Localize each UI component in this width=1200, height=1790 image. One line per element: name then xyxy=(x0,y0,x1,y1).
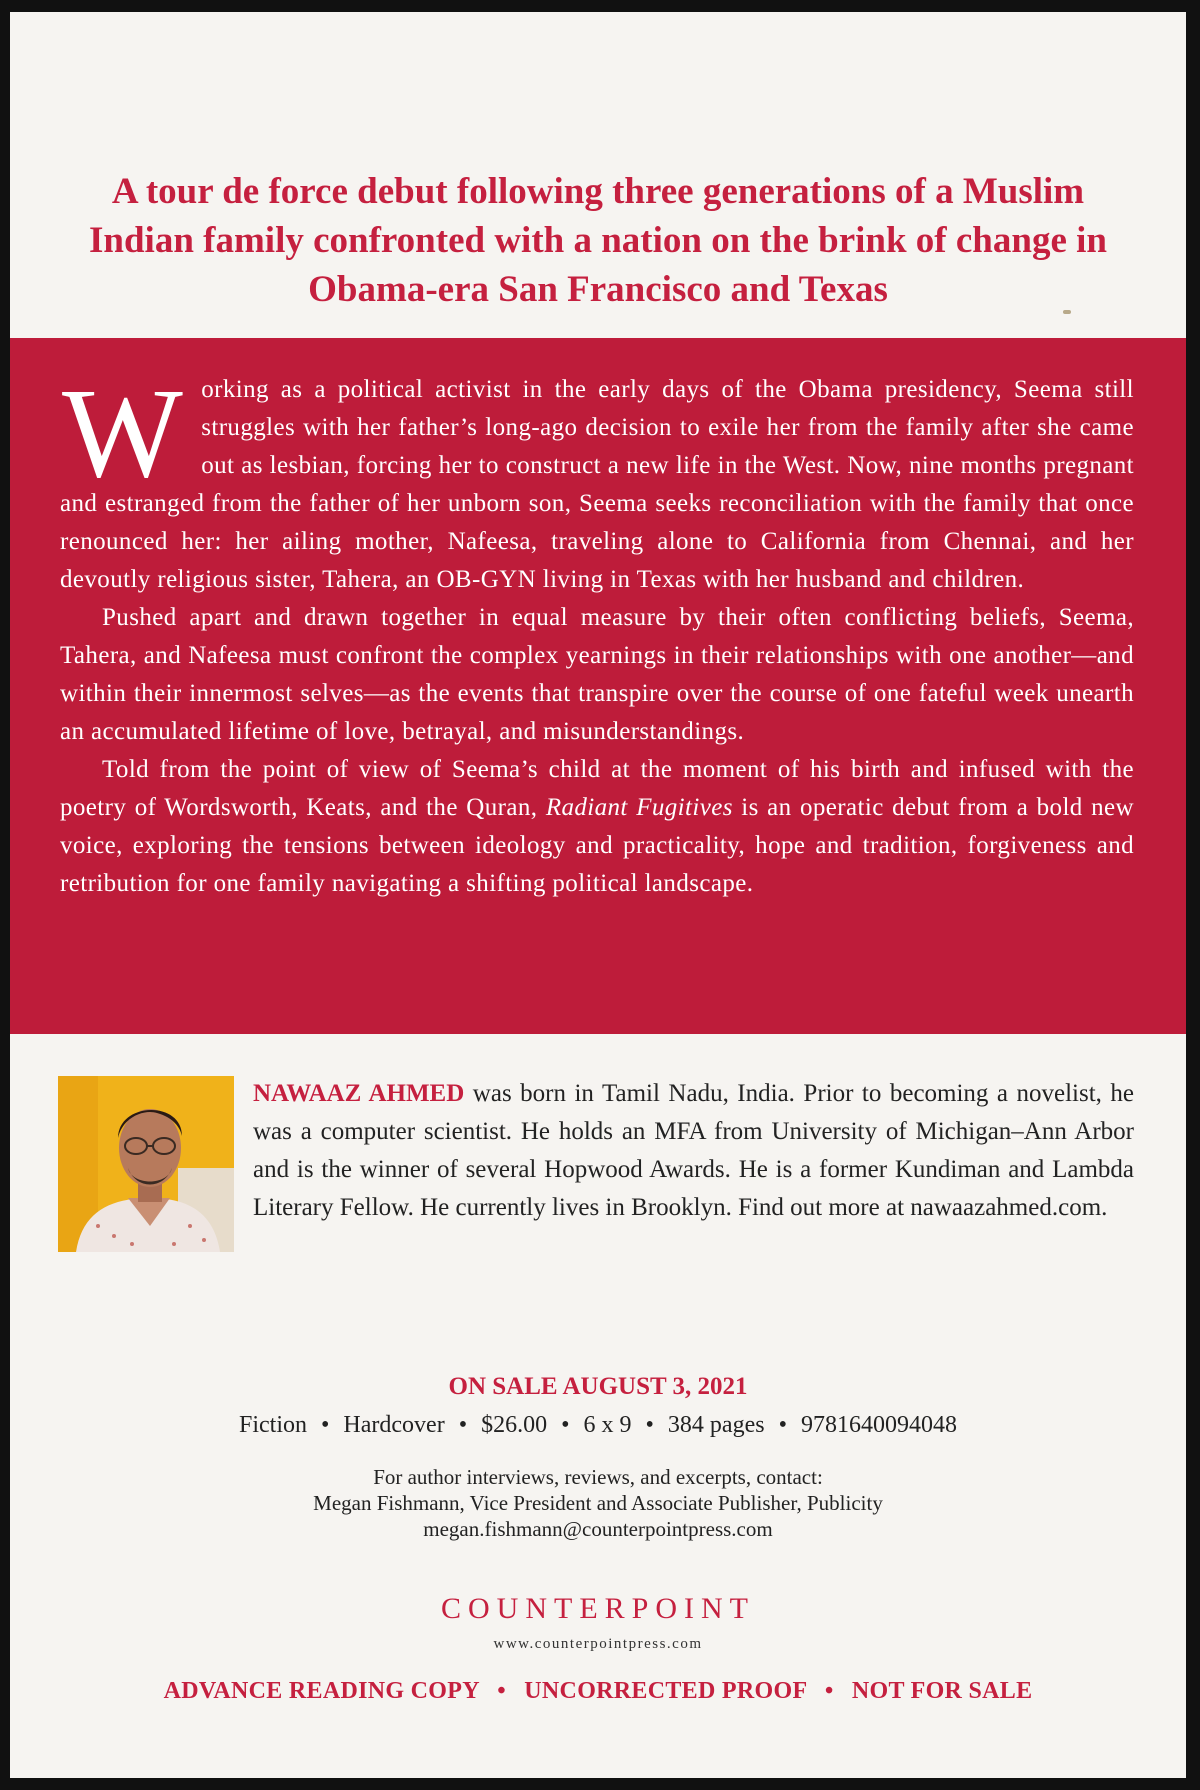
synopsis xyxy=(60,362,1134,903)
notice-advance-copy: ADVANCE READING COPY xyxy=(163,1678,479,1704)
book-specs xyxy=(10,1412,1186,1439)
spec-separator: • xyxy=(561,1412,570,1438)
proof-notice xyxy=(10,1678,1186,1705)
author-bio-text: was born in Tamil Nadu, India. Prior to becoming a novelist, he was a computer scientist. He holds an MFA from University of Michigan–Ann Arbor and is the winner of several Hopwood Awards. He is a former Kundiman and Lambda Literary Fellow. He currently lives in Brooklyn. Find out more at nawaazahmed.com. xyxy=(253,1080,1135,1221)
author-name: NAWAAZ AHMED xyxy=(253,1080,465,1107)
spec-page-count: 384 pages xyxy=(667,1412,765,1438)
synopsis-paragraph-2: Pushed apart and drawn together in equal measure by their often conflicting beliefs, Seema, Tahera, and Nafeesa must confront the complex yearnings in their relationships with one another—and within their innermost selves—as the events that transpire over the course of one fateful week unearth an accumulated lifetime of love, betrayal, and misunderstandings. xyxy=(60,604,1134,745)
on-sale-date: ON SALE AUGUST 3, 2021 xyxy=(448,1373,748,1400)
author-portrait-icon xyxy=(58,1076,234,1252)
book-title: Radiant Fugitives xyxy=(545,794,733,821)
spec-format: Hardcover xyxy=(343,1412,445,1438)
synopsis-band xyxy=(10,338,1186,1034)
publisher-logo: COUNTERPOINT xyxy=(441,1592,755,1625)
author-bio xyxy=(253,1075,1134,1227)
spec-separator: • xyxy=(458,1412,468,1438)
notice-separator: • xyxy=(497,1678,506,1704)
synopsis-paragraph-3 xyxy=(60,751,1134,903)
notice-not-for-sale: NOT FOR SALE xyxy=(851,1678,1033,1704)
synopsis-paragraph-1-text: orking as a political activist in the early days of the Obama presidency, Seema still struggles with her father’s long-ago decision to exile her from the family after she came out as lesbian, forcing her to construct a new life in the West. Now, nine months pregnant and estranged from the father of her unborn son, Seema seeks reconciliation with the family that once renounced her: her ailing mother, Nafeesa, traveling alone to California from Chennai, and her devoutly religious sister, Tahera, an OB-GYN living in Texas with her husband and children. xyxy=(60,376,1134,593)
publisher-website: www.counterpointpress.com xyxy=(493,1636,703,1652)
book-back-cover xyxy=(10,12,1186,1778)
contact-person: Megan Fishmann, Vice President and Associate Publisher, Publicity xyxy=(313,1491,883,1515)
drop-cap: W xyxy=(62,362,184,504)
publicity-contact xyxy=(10,1464,1186,1542)
headline: A tour de force debut following three generations of a Muslim Indian family confronted with a nation on the brink of change in Obama-era San Francisco and Texas xyxy=(88,171,1107,310)
spec-price: $26.00 xyxy=(481,1412,548,1438)
notice-separator: • xyxy=(824,1678,834,1704)
spec-isbn: 9781640094048 xyxy=(800,1412,957,1438)
contact-intro: For author interviews, reviews, and excerpts, contact: xyxy=(373,1465,823,1489)
paper-speck xyxy=(1063,310,1071,314)
synopsis-paragraph-3-tail: is an operatic debut from a bold new voice, exploring the tensions between ideology and practicality, hope and tradition, forgiveness and retribution for one family navigating a shifting political landscape. xyxy=(60,794,1134,897)
spec-separator: • xyxy=(645,1412,654,1438)
synopsis-paragraph-3-lead: Told from the point of view of Seema’s child at the moment of his birth and infused with the poetry of Wordsworth, Keats, and the Quran, xyxy=(60,756,1134,821)
contact-email: megan.fishmann@counterpointpress.com xyxy=(423,1517,773,1541)
notice-uncorrected-proof: UNCORRECTED PROOF xyxy=(524,1678,807,1704)
spec-separator: • xyxy=(778,1412,787,1438)
spec-trim-size: 6 x 9 xyxy=(583,1412,632,1438)
author-photo xyxy=(58,1076,234,1252)
synopsis-paragraph-1 xyxy=(60,362,1134,599)
spec-genre: Fiction xyxy=(239,1412,308,1438)
spec-separator: • xyxy=(321,1412,330,1438)
